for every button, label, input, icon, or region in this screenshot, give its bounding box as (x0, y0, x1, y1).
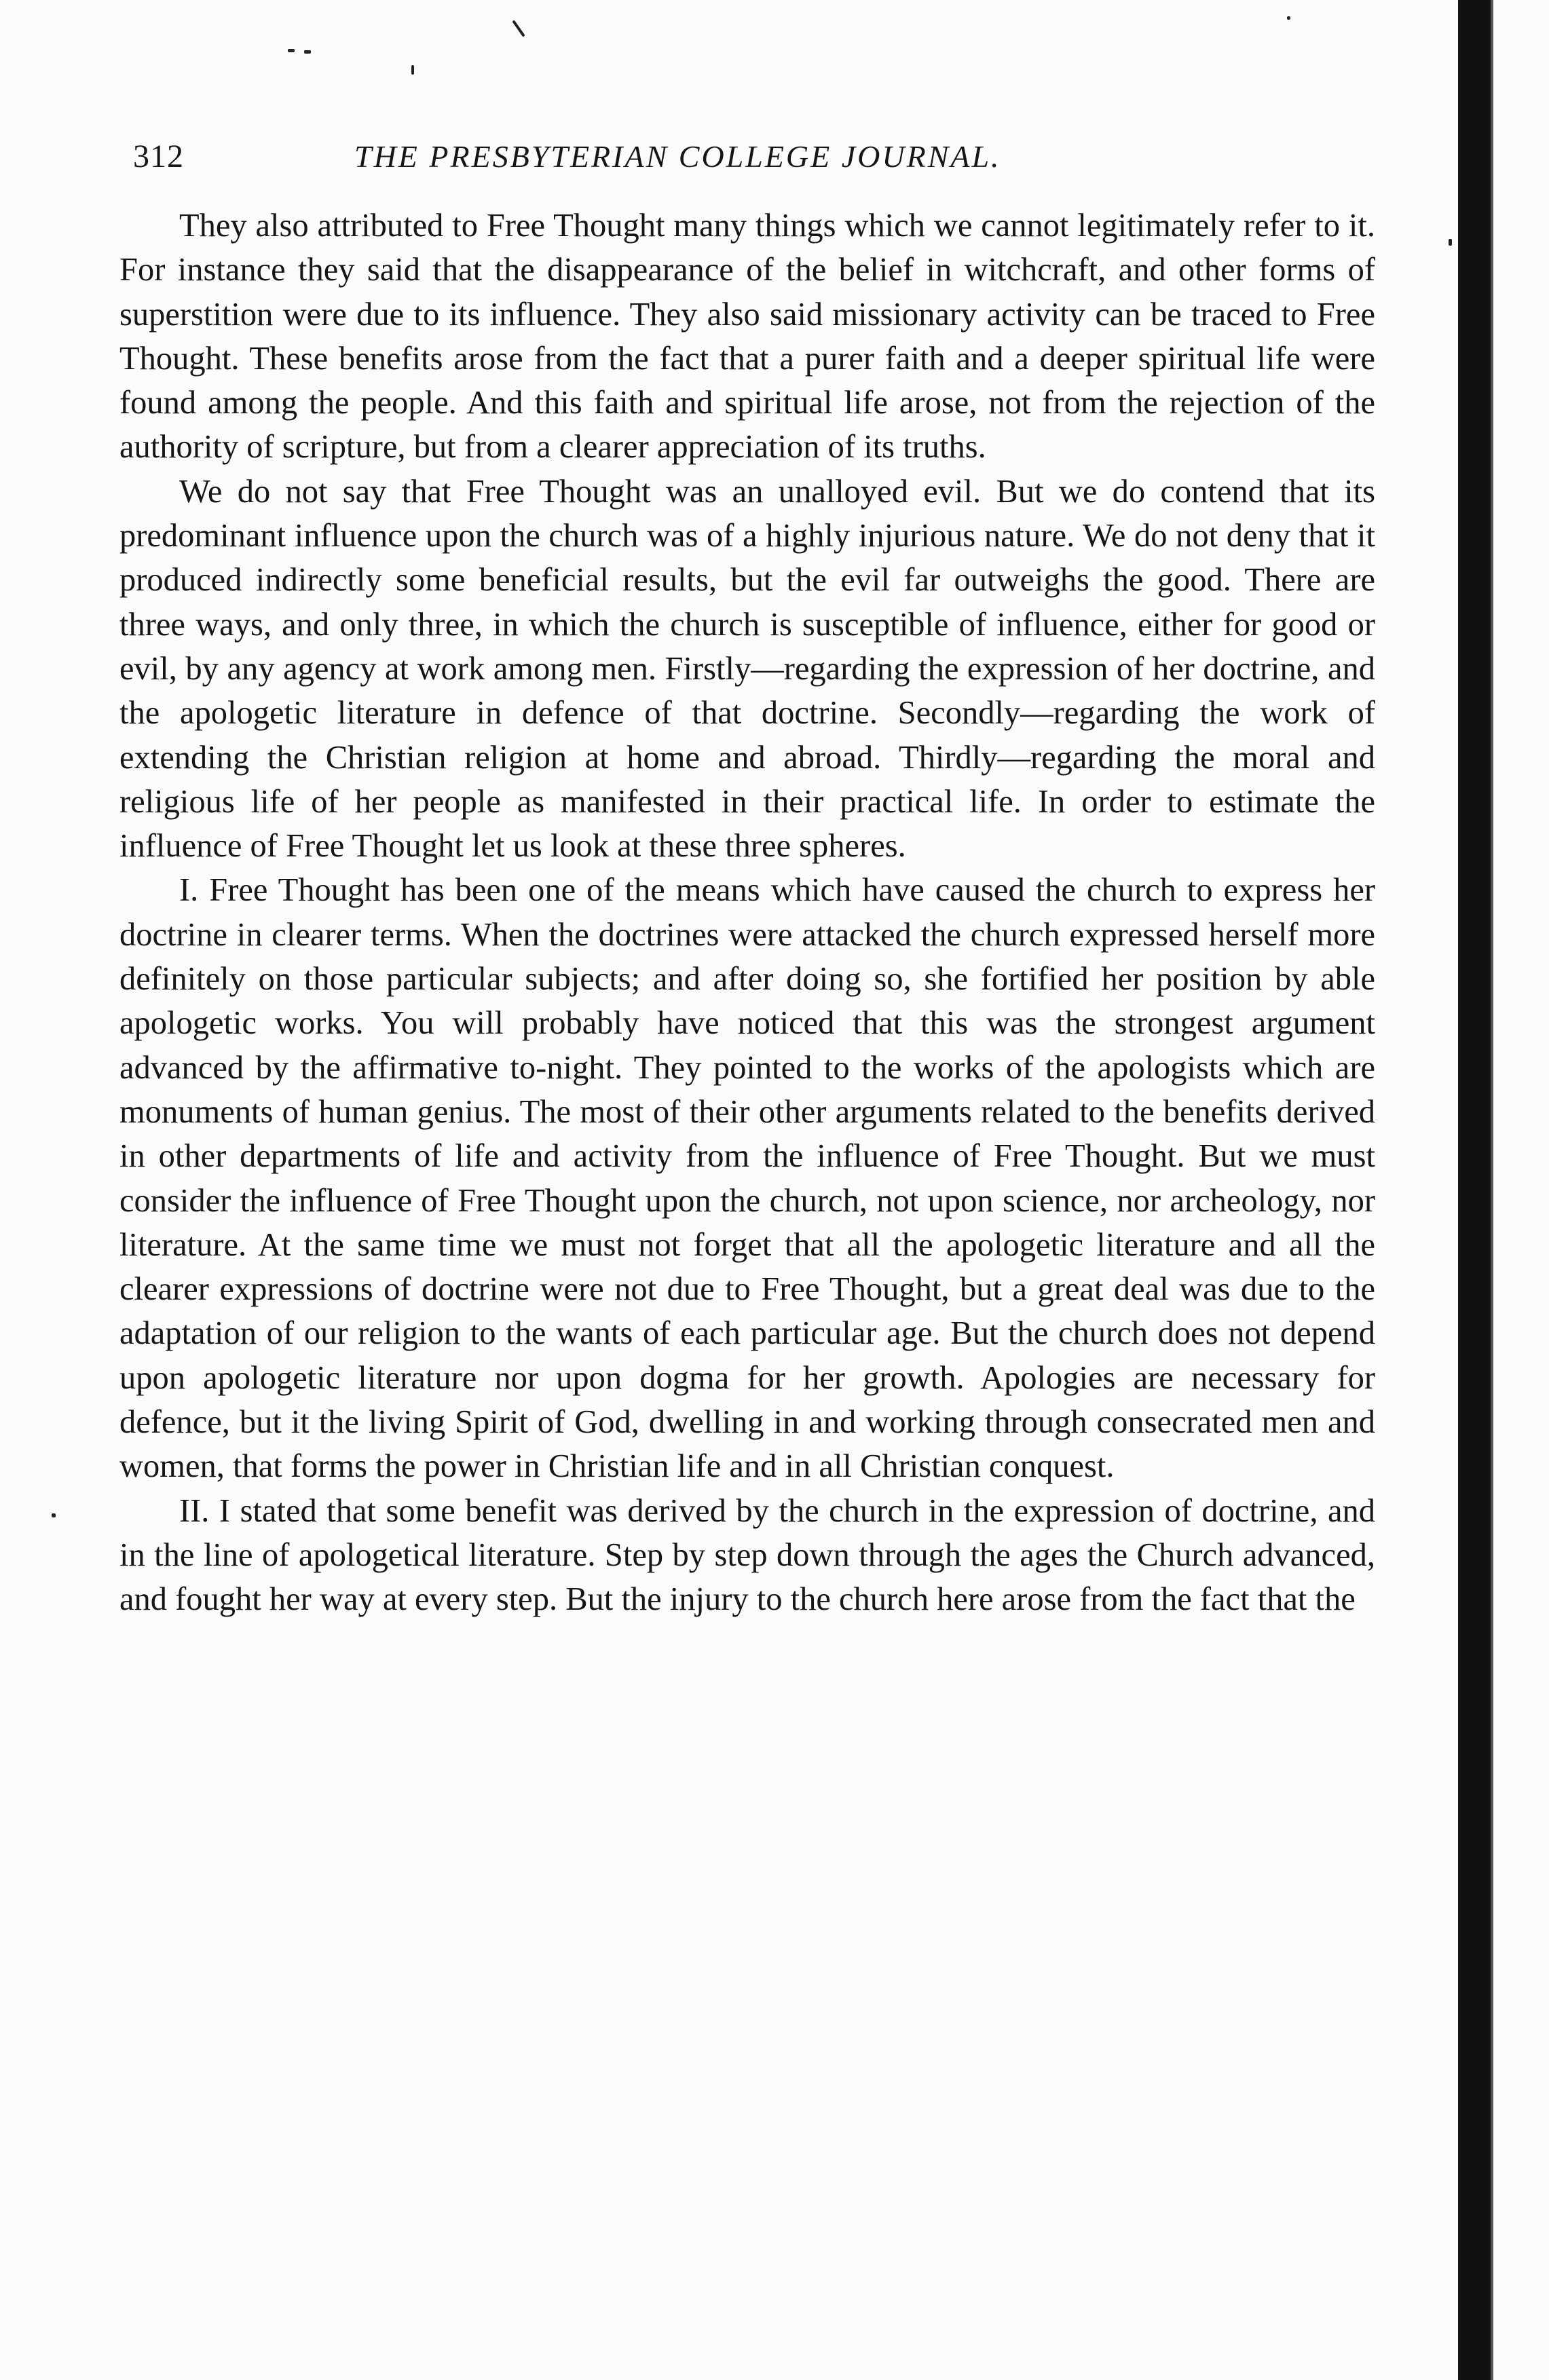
scan-edge-bar (1458, 0, 1491, 2380)
scan-speck (288, 49, 295, 52)
paragraph: They also attributed to Free Thought many things which we cannot legitimately refer to it. For instance they said that the disappearance of the belief in witchcraft, and other forms of superstition were due to its influence. They also said missionary activity can be traced to Free Thought. These benefits arose from the fact that a purer faith and a deeper spiritual life were found among the people. And this faith and spiritual life arose, not from the rejection of the authority of scripture, but from a clearer appreciation of its truths. (119, 208, 1375, 466)
scan-speck (512, 20, 525, 37)
scan-speck (304, 50, 311, 54)
paragraph: I. Free Thought has been one of the means which have caused the church to express her doctrine in clearer terms. When the doctrines were attacked the church expressed herself more definitely on those particular subjects; and after doing so, she fortified her position by able apologetic works. You will probably have noticed that this was the strongest argument advanced by the affirmative to-night. They pointed to the works of the apologists which are monuments of human genius. The most of their other arguments related to the benefits derived in other departments of life and activity from the influence of Free Thought. But we must consider the influence of Free Thought upon the church, not upon science, nor archeology, nor literature. At the same time we must not forget that all the apologetic literature and all the clearer expressions of doctrine were not due to Free Thought, but a great deal was due to the adaptation of our religion to the wants of each particular age. But the church does not depend upon apologetic literature nor upon dogma for her growth. Apologies are necessary for defence, but it the living Spirit of God, dwelling in and working through consecrated men and women, that forms the power in Christian life and in all Christian conquest. (119, 872, 1375, 1485)
running-head: THE PRESBYTERIAN COLLEGE JOURNAL. (354, 139, 1001, 174)
body-text (119, 204, 1375, 1622)
scan-speck (52, 1513, 56, 1517)
page-number: 312 (133, 138, 184, 174)
scan-speck (1287, 16, 1290, 20)
paragraph: We do not say that Free Thought was an unalloyed evil. But we do contend that its predominant influence upon the church was of a highly injurious nature. We do not deny that it produced indirectly some beneficial results, but the evil far outweighs the good. There are three ways, and only three, in which the church is susceptible of influence, either for good or evil, by any agency at work among men. Firstly—regarding the expression of her doctrine, and the apologetic literature in defence of that doctrine. Secondly—regarding the work of extending the Christian religion at home and abroad. Thirdly—regarding the moral and religious life of her people as manifested in their practical life. In order to estimate the influence of Free Thought let us look at these three spheres. (119, 473, 1375, 865)
paragraph: II. I stated that some benefit was derived by the church in the expression of doctrine, and in the line of apologetical literature. Step by step down through the ages the Church advanced, and fought her way at every step. But the injury to the church here arose from the fact that the (119, 1492, 1375, 1618)
scan-speck (411, 65, 414, 75)
page-header (133, 133, 1375, 181)
scan-speck (1449, 239, 1452, 246)
scan-edge-shadow (1491, 0, 1493, 2380)
